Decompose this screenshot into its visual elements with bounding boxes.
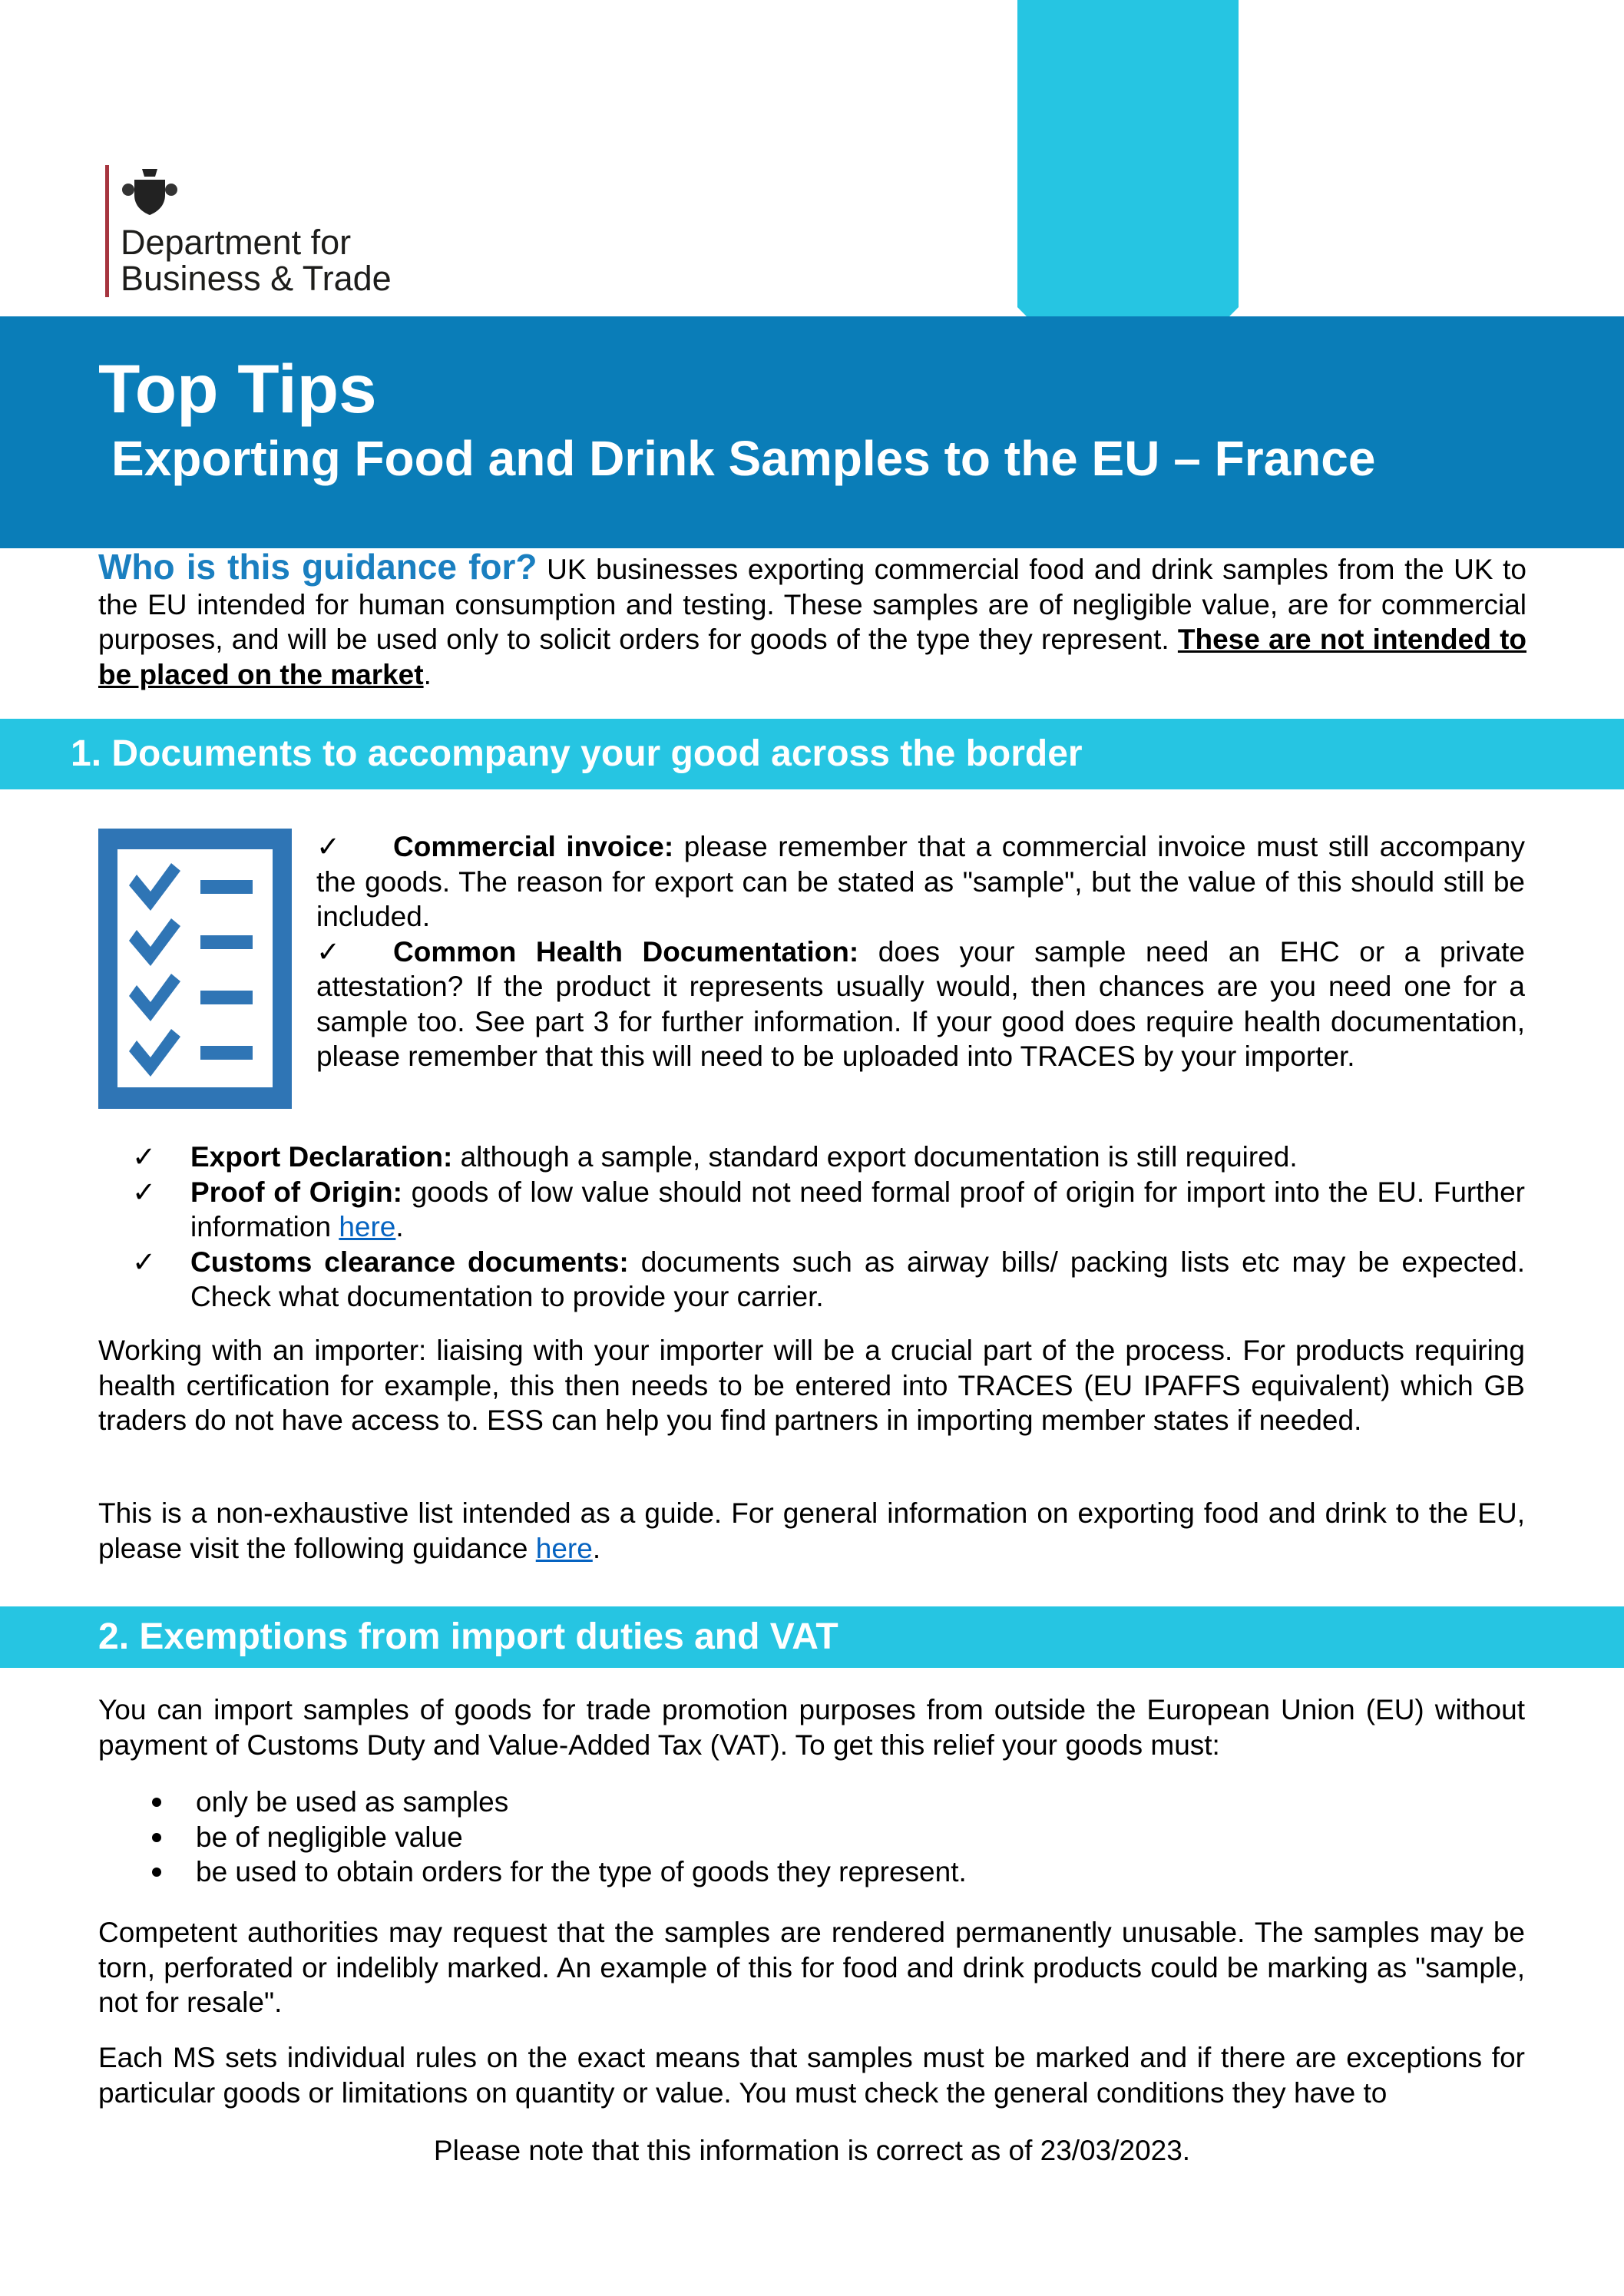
page-title: Top Tips [98,350,377,427]
item-label: Proof of Origin: [190,1176,402,1208]
importer-paragraph: Working with an importer: liaising with your importer will be a crucial part of the process. For products requiring health certification for example, this then needs to be entered into TRACES (EU IPAFFS equivalent) which GB traders do not have access to. ESS can help you find partners in importing member states if needed. [98,1335,1525,1436]
page-subtitle: Exporting Food and Drink Samples to the EU – France [111,431,1376,486]
checklist-items [316,829,1525,1074]
logo-line-1: Department for [121,223,352,262]
item-text: does your sample need an EHC or a private attestation? If the product it represents usually would, then chances are you need one for a sample too. See part 3 for further information. If your good does require health documentation, please remember that this will need to be uploaded into TRACES by your importer. [316,935,1525,1072]
check-icon: ✓ [316,831,341,862]
who-end: . [423,658,432,690]
list-item: be of negligible value [152,1820,967,1855]
section-2-header: 2. Exemptions from import duties and VAT [0,1606,1624,1668]
list-item [132,1140,1525,1175]
item-label: Export Declaration: [190,1141,453,1173]
list-item: be used to obtain orders for the type of goods they represent. [152,1854,967,1890]
check-icon: ✓ [132,1246,157,1278]
check-icon: ✓ [316,935,341,968]
guidance-paragraph [98,1496,1525,1566]
guidance-link[interactable]: here [535,1532,593,1564]
check-icon: ✓ [132,1141,157,1173]
document-list [132,1140,1525,1315]
item-label: Customs clearance documents: [190,1246,629,1278]
list-item [132,1245,1525,1315]
item-end: . [395,1211,404,1242]
exemption-intro: You can import samples of goods for trade promotion purposes from outside the European Union (EU) without payment of Customs Duty and Value-Added Tax (VAT). To get this relief your goods must: [98,1694,1525,1761]
proof-of-origin-link[interactable]: here [339,1211,396,1242]
item-label: Common Health Documentation: [393,935,859,968]
member-state-rules-paragraph: Each MS sets individual rules on the exact means that samples must be marked and if there are exceptions for particular goods or limitations on quantity or value. You must check the general conditions they have to [98,2042,1525,2109]
commercial-invoice-item [316,829,1525,935]
item-text: documents such as airway bills/ packing lists etc may be expected. Check what documentation to provide your carrier. [190,1246,1525,1312]
who-emphasis: These are not intended to be placed on the market [98,624,1526,690]
who-text: UK businesses exporting commercial food and drink samples from the UK to the EU intended for human consumption and testing. These samples are of negligible value, are for commercial purposes, and will be used only to solicit orders for goods of the type they represent. [98,554,1526,655]
logo-rule [105,165,109,297]
who-section [98,547,1526,692]
item-text: although a sample, standard export documentation is still required. [452,1141,1298,1173]
item-text: please remember that a commercial invoice must still accompany the goods. The reason for export can be stated as "sample", but the value of this should still be included. [316,831,1526,932]
department-logo-text [121,224,392,296]
check-icon: ✓ [132,1176,157,1208]
logo-line-2: Business & Trade [121,259,392,298]
checklist-icon [98,829,292,1109]
royal-crest-icon [119,163,180,220]
item-label: Commercial invoice: [393,831,674,862]
health-documentation-item [316,935,1525,1074]
list-item [132,1175,1525,1245]
guidance-end: . [592,1532,601,1564]
who-heading: Who is this guidance for? [98,547,537,587]
section-1-header: 1. Documents to accompany your good across the border [0,719,1624,789]
competent-authorities-paragraph: Competent authorities may request that the samples are rendered permanently unusable. The samples may be torn, perforated or indelibly marked. An example of this for food and drink products could be marking as "sample, not for resale". [98,1917,1525,2018]
guidance-text: This is a non-exhaustive list intended as a guide. For general information on exporting food and drink to the EU, please visit the following guidance [98,1497,1525,1564]
item-text: goods of low value should not need formal proof of origin for import into the EU. Further information [190,1176,1525,1242]
footer-note: Please note that this information is correct as of 23/03/2023. [433,2135,1191,2166]
list-item: only be used as samples [152,1785,967,1820]
conditions-list [152,1785,967,1890]
